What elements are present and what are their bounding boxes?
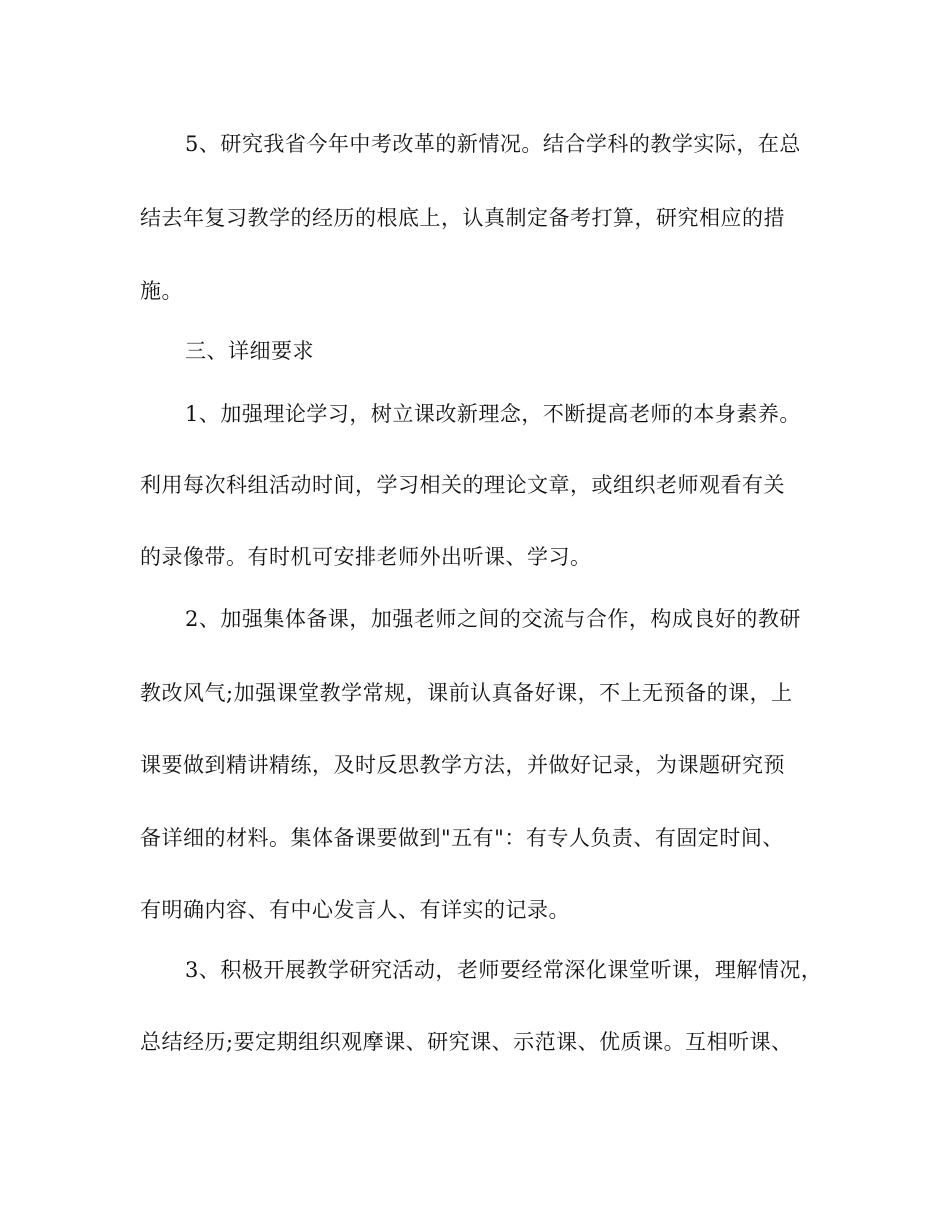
- paragraph-1-line-2: 利用每次科组活动时间，学习相关的理论文章，或组织老师观看有关: [140, 473, 785, 497]
- paragraph-2-line-1: 2、加强集体备课，加强老师之间的交流与合作，构成良好的教研: [185, 607, 801, 631]
- paragraph-5-line-2: 结去年复习教学的经历的根底上，认真制定备考打算，研究相应的措: [140, 206, 785, 230]
- paragraph-2-line-5: 有明确内容、有中心发言人、有详实的记录。: [140, 898, 570, 922]
- paragraph-3-line-2: 总结经历;要定期组织观摩课、研究课、示范课、优质课。互相听课、: [140, 1030, 793, 1054]
- paragraph-2-line-4: 备详细的材料。集体备课要做到"五有"：有专人负责、有固定时间、: [140, 826, 784, 850]
- section-heading: 三、详细要求: [185, 339, 314, 363]
- paragraph-5-line-3: 施。: [140, 279, 183, 303]
- paragraph-1-line-1: 1、加强理论学习，树立课改新理念，不断提高老师的本身素养。: [185, 402, 801, 426]
- paragraph-2-line-2: 教改风气;加强课堂教学常规，课前认真备好课，不上无预备的课，上: [140, 681, 793, 705]
- paragraph-3-line-1: 3、积极开展教学研究活动，老师要经常深化课堂听课，理解情况，: [185, 958, 823, 982]
- paragraph-1-line-3: 的录像带。有时机可安排老师外出听课、学习。: [140, 545, 592, 569]
- paragraph-2-line-3: 课要做到精讲精练，及时反思教学方法，并做好记录，为课题研究预: [140, 753, 785, 777]
- paragraph-5-line-1: 5、研究我省今年中考改革的新情况。结合学科的教学实际，在总: [185, 132, 801, 156]
